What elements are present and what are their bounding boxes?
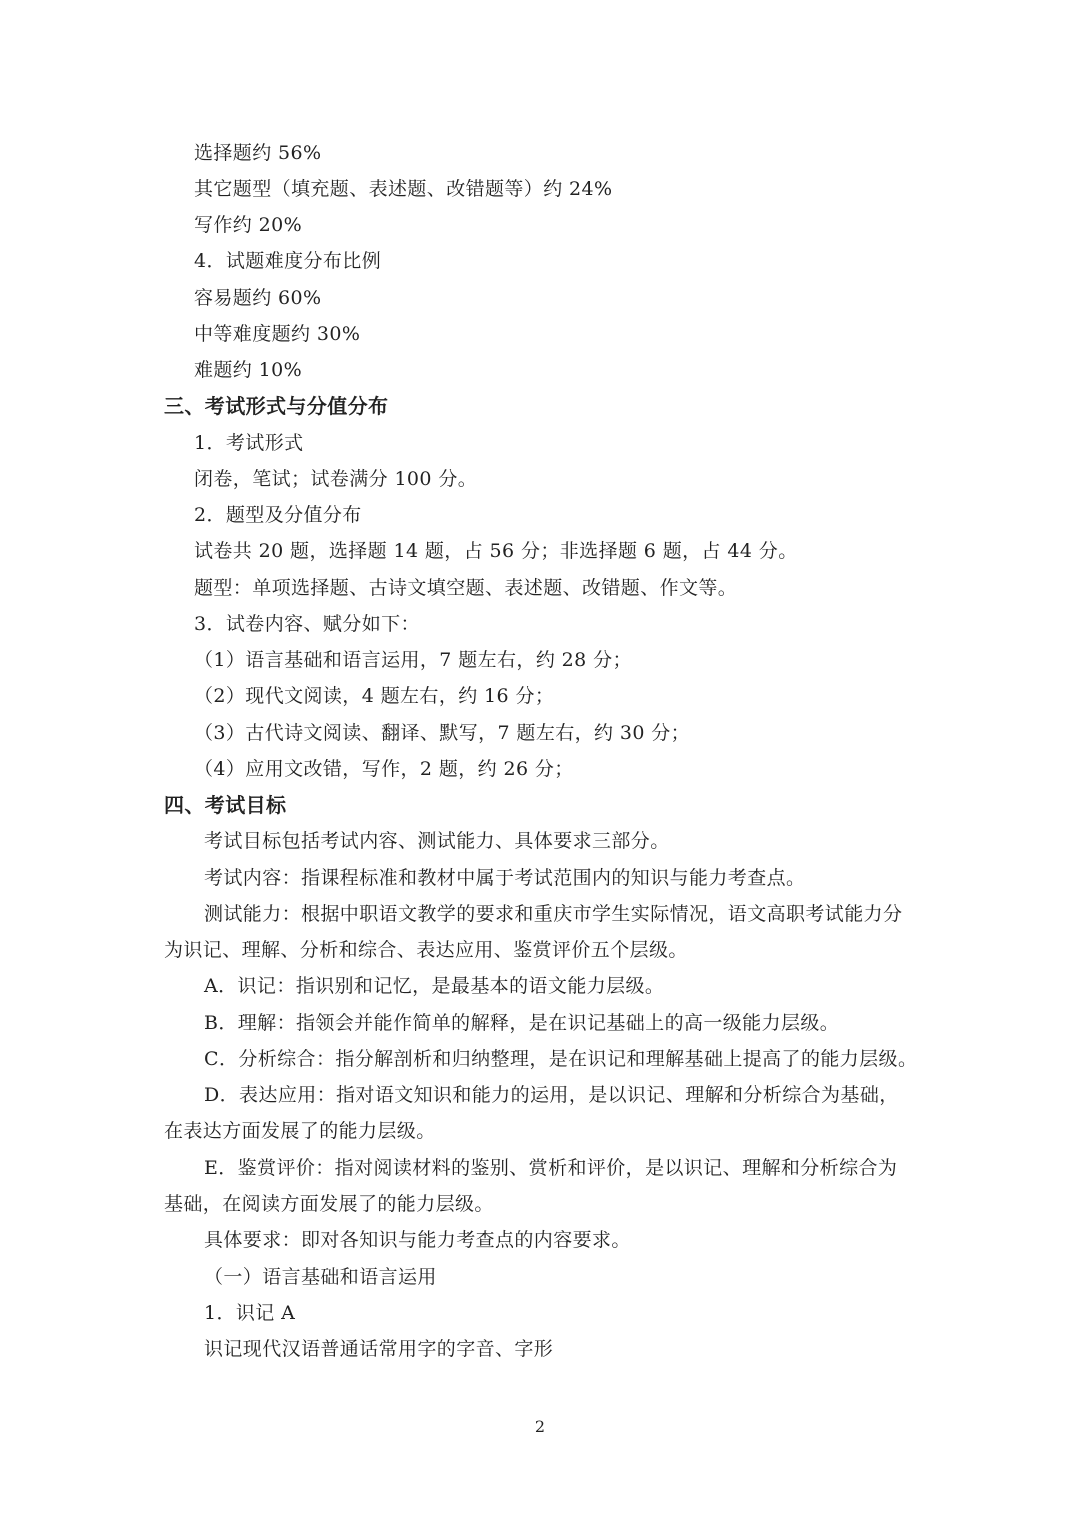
text-line: 1．考试形式: [194, 432, 304, 454]
text-line: D．表达应用：指对语文知识和能力的运用，是以识记、理解和分析综合为基础，: [204, 1084, 899, 1106]
text-line: 考试内容：指课程标准和教材中属于考试范围内的知识与能力考查点。: [204, 867, 806, 889]
text-line: 题型：单项选择题、古诗文填空题、表述题、改错题、作文等。: [194, 577, 738, 599]
text-line: 难题约 10%: [194, 359, 303, 381]
text-line: 2．题型及分值分布: [194, 504, 362, 526]
text-line: 测试能力：根据中职语文教学的要求和重庆市学生实际情况，语文高职考试能力分: [204, 903, 903, 925]
text-line: 基础，在阅读方面发展了的能力层级。: [164, 1193, 494, 1215]
text-line: 在表达方面发展了的能力层级。: [164, 1120, 436, 1142]
text-line: 3．试卷内容、赋分如下：: [194, 613, 420, 635]
text-line: （1）语言基础和语言运用，7 题左右，约 28 分；: [194, 649, 632, 671]
text-line: 具体要求：即对各知识与能力考查点的内容要求。: [204, 1229, 631, 1251]
text-line: 中等难度题约 30%: [194, 323, 361, 345]
text-line: 选择题约 56%: [194, 142, 322, 164]
text-line: 其它题型（填充题、表述题、改错题等）约 24%: [194, 178, 613, 200]
text-line: 1．识记 A: [204, 1302, 296, 1324]
text-line: E．鉴赏评价：指对阅读材料的鉴别、赏析和评价，是以识记、理解和分析综合为: [204, 1157, 898, 1179]
text-line: 4．试题难度分布比例: [194, 250, 382, 272]
text-line: 闭卷，笔试；试卷满分 100 分。: [194, 468, 478, 490]
text-line: 试卷共 20 题，选择题 14 题，占 56 分；非选择题 6 题，占 44 分。: [194, 540, 798, 562]
page-number: 2: [534, 1417, 546, 1436]
text-line: C．分析综合：指分解剖析和归纳整理，是在识记和理解基础上提高了的能力层级。: [204, 1048, 918, 1070]
text-line: 写作约 20%: [194, 214, 303, 236]
text-line: （4）应用文改错，写作，2 题，约 26 分；: [194, 758, 574, 780]
text-line: （2）现代文阅读，4 题左右，约 16 分；: [194, 685, 555, 707]
text-line: A．识记：指识别和记忆，是最基本的语文能力层级。: [204, 975, 665, 997]
text-line: 容易题约 60%: [194, 287, 322, 309]
text-line: B．理解：指领会并能作简单的解释，是在识记基础上的高一级能力层级。: [204, 1012, 840, 1034]
text-line: 为识记、理解、分析和综合、表达应用、鉴赏评价五个层级。: [164, 939, 688, 961]
text-line: （3）古代诗文阅读、翻译、默写，7 题左右，约 30 分；: [194, 722, 691, 744]
text-line: 考试目标包括考试内容、测试能力、具体要求三部分。: [204, 830, 670, 852]
section-heading: 四、考试目标: [164, 793, 287, 817]
text-line: 识记现代汉语普通话常用字的字音、字形: [204, 1338, 554, 1360]
text-line: （一）语言基础和语言运用: [204, 1266, 437, 1288]
section-heading: 三、考试形式与分值分布: [164, 394, 389, 418]
